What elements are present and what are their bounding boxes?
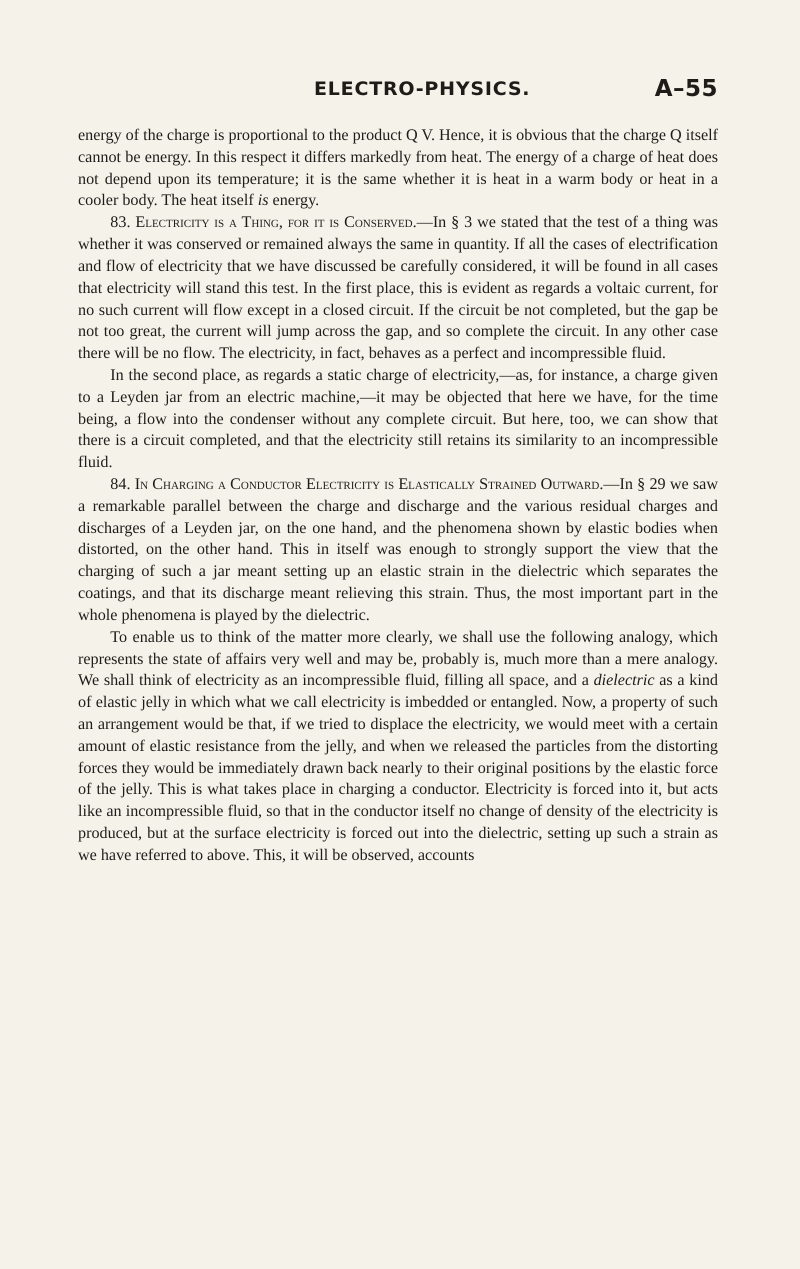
paragraph-text: —In § 29 we saw a remarkable parallel between the charge and discharge and the various residual charges and discharges of a Leyden jar, on the one hand, and the phenomena shown by elastic bodies when distorted, on the other hand. This in itself was enough to strongly support the view that the charging of such a jar meant setting up an elastic strain in the dielectric which separates the coatings, and that its discharge meant relieving this strain. Thus, the most important part in the whole phenomena is played by the dielectric. (78, 476, 719, 624)
paragraph-text-end: energy. (268, 192, 320, 210)
paragraph-text: In the second place, as regards a static charge of electricity,—as, for instance, a charge given to a Leyden jar from an electric machine,—it may be objected that here we have, for the time being, a flow into the condenser without any complete circuit. But here, too, we can show that there is a circuit completed, and that the electricity still retains its similarity to an incompressible fluid. (78, 366, 718, 472)
paragraph-text: To enable us to think of the matter more clearly, we shall use the following analogy, which represents the state of affairs very well and may be, probably is, much more than a mere analogy. We shall think of electricity as an incompressible fluid, filling all space, and a (78, 628, 718, 690)
paragraph-text: energy of the charge is proportional to the product Q V. Hence, it is obvious that the charge Q itself cannot be energy. In this respect it differs markedly from heat. The energy of a charge of heat does not depend upon its temperature; it is the same whether it is heat in a warm body or heat in a cooler body. The heat itself (78, 127, 718, 210)
paragraph-text: —In § 3 we stated that the test of a thing was whether it was conserved or remained always the same in quantity. If all the cases of electrification and flow of electricity that we have discussed be carefully considered, it will be found in all cases that electricity will stand this test. In the first place, this is evident as regards a voltaic current, for no such current will flow except in a closed circuit. If the circuit be not completed, but the gap be not too great, the current will jump across the gap, and so complete the circuit. In any other case there will be no flow. The electricity, in fact, behaves as a perfect and incompressible fluid. (78, 214, 718, 363)
page-number: A–55 (654, 76, 718, 102)
paragraph-continuation (78, 125, 718, 212)
running-title: ELECTRO-PHYSICS. (314, 78, 531, 100)
body-text (78, 125, 718, 867)
italic-word: dielectric (593, 672, 655, 690)
section-heading-84: 84. In Charging a Conductor Electricity is Elastically Strained Outward. (110, 476, 604, 493)
paragraph-section-84 (78, 474, 718, 627)
page-header (78, 76, 718, 112)
paragraph-text-end: as a kind of elastic jelly in which what we call electricity is imbedded or entangled. Now, a property of such an arrangement would be that, if we tried to displace the electricity, we would meet with a certain amount of elastic resistance from the jelly, and when we released the particles from the distorting forces they would be immediately drawn back nearly to their original positions by the elastic force of the jelly. This is what takes place in charging a conductor. Electricity is forced into it, but acts like an incompressible fluid, so that in the conductor itself no change of density of the electricity is produced, but at the surface electricity is forced out into the dielectric, setting up such a strain as we have referred to above. This, it will be observed, accounts (78, 672, 718, 864)
section-heading-83: 83. Electricity is a Thing, for it is Conserved. (110, 214, 417, 232)
italic-word: is (257, 192, 269, 210)
paragraph-analogy (78, 627, 718, 867)
paragraph-section-83 (78, 212, 718, 365)
paragraph-static-charge (78, 365, 718, 474)
